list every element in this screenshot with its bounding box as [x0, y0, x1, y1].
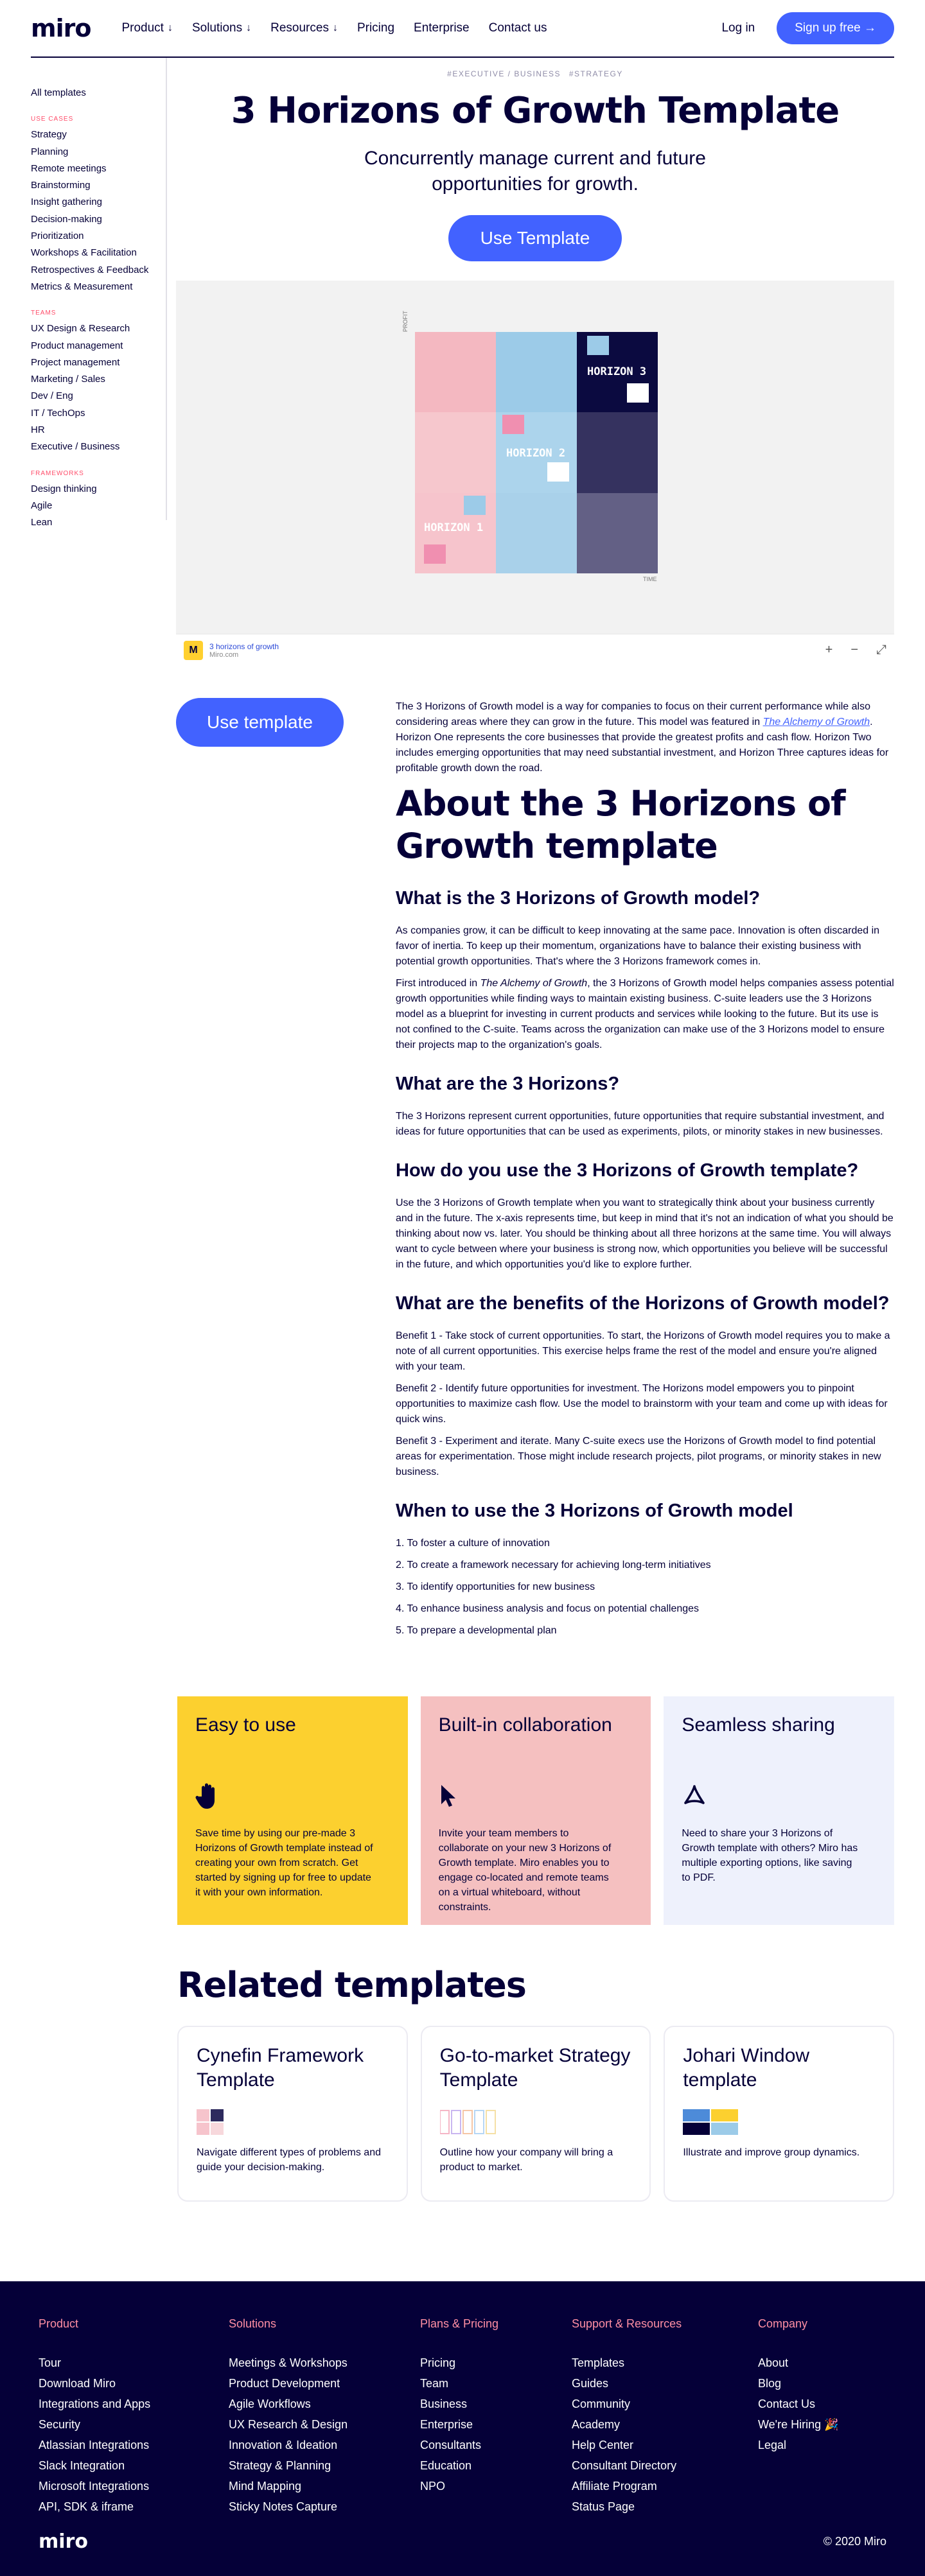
feature-title: Built-in collaboration [438, 1714, 612, 1736]
sticky-note [547, 462, 569, 482]
board-cell [577, 493, 658, 573]
nav-resources[interactable] [270, 21, 338, 35]
footer-link[interactable]: Microsoft Integrations [39, 2480, 150, 2493]
sidebar-item[interactable]: Design thinking [31, 483, 97, 494]
sidebar-item[interactable]: Workshops & Facilitation [31, 247, 137, 259]
sidebar-item[interactable]: Retrospectives & Feedback [31, 264, 149, 275]
horizons-board [415, 332, 658, 573]
sidebar-item[interactable]: Decision-making [31, 213, 102, 225]
section-heading: What are the 3 Horizons? [396, 1074, 620, 1094]
cursor-icon [439, 1782, 633, 1813]
footer-link[interactable]: Slack Integration [39, 2459, 125, 2472]
footer-col-pricing [420, 2317, 572, 2517]
footer-link[interactable]: Templates [572, 2356, 625, 2369]
related-card-johari[interactable] [664, 2026, 894, 2202]
list-item: 3. To identify opportunities for new business [396, 1581, 595, 1592]
chevron-down-icon: ↓ [246, 22, 252, 33]
article-sidebar [176, 698, 396, 1645]
sticky-note [502, 415, 524, 434]
horizon-3-label: HORIZON 3 [587, 365, 647, 378]
template-article [176, 698, 894, 1645]
use-template-button-secondary[interactable]: Use template [176, 698, 344, 747]
footer-link[interactable]: Meetings & Workshops [229, 2356, 348, 2369]
footer-link[interactable]: Business [420, 2398, 468, 2410]
zoom-tools [825, 643, 886, 657]
footer-link[interactable]: Agile Workflows [229, 2398, 311, 2410]
y-axis-label: PROFIT [402, 311, 409, 332]
section-heading: What are the benefits of the Horizons of Growth model? [396, 1293, 890, 1314]
nav-label: Solutions [191, 21, 243, 35]
sidebar-item[interactable]: HR [31, 424, 45, 436]
board-cell [415, 332, 496, 412]
nav-contact[interactable] [489, 21, 547, 35]
board-cell [496, 493, 577, 573]
tag-executive[interactable]: #EXECUTIVE / BUSINESS [447, 69, 561, 78]
go-to-market-thumbnail [440, 2109, 632, 2136]
footer-miro-logo[interactable]: miro [39, 2530, 88, 2553]
book-title: The Alchemy of Growth [480, 978, 588, 989]
cynefin-thumbnail [197, 2109, 389, 2136]
alchemy-link[interactable]: The Alchemy of Growth [762, 717, 870, 727]
zoom-in-icon[interactable]: + [825, 643, 833, 657]
sidebar-group-teams [31, 309, 166, 455]
sidebar-item-all-templates[interactable]: All templates [31, 87, 86, 98]
use-template-button[interactable]: Use Template [448, 215, 622, 261]
list-item: 4. To enhance business analysis and focus on potential challenges [396, 1603, 700, 1614]
feature-text: Need to share your 3 Horizons of Growth template with others? Miro has multiple exporting options, like saving to PDF. [682, 1828, 858, 1883]
nav-label: Contact us [488, 21, 547, 35]
footer-col-product [39, 2317, 229, 2517]
miro-logo[interactable]: miro [31, 14, 91, 42]
footer-link[interactable]: NPO [420, 2480, 446, 2493]
footer-col-support [572, 2317, 758, 2517]
sidebar-group-frameworks [31, 470, 166, 532]
page-layout [0, 58, 925, 1645]
footer-link[interactable]: Tour [39, 2356, 62, 2369]
share-icon [682, 1782, 876, 1813]
board-cell [577, 412, 658, 492]
sidebar-item[interactable]: Insight gathering [31, 196, 102, 208]
sidebar-heading: USE CASES [31, 116, 74, 123]
footer-link[interactable]: Mind Mapping [229, 2480, 302, 2493]
footer-col-solutions [229, 2317, 420, 2517]
sidebar-item[interactable]: UX Design & Research [31, 323, 130, 335]
sidebar-item[interactable]: Prioritization [31, 231, 84, 242]
footer-link[interactable]: Status Page [572, 2500, 635, 2513]
footer-link[interactable]: Download Miro [39, 2377, 116, 2390]
sidebar-heading: TEAMS [31, 309, 57, 317]
footer-link[interactable]: Community [572, 2398, 631, 2410]
section-heading: How do you use the 3 Horizons of Growth template? [396, 1160, 859, 1181]
main-content [167, 58, 894, 1645]
footer-link[interactable]: Consultant Directory [572, 2459, 677, 2472]
feature-card-sharing [664, 1696, 894, 1925]
section-heading: What is the 3 Horizons of Growth model? [396, 888, 761, 909]
template-tags [176, 69, 894, 78]
card-description: Outline how your company will bring a product to market. [439, 2147, 613, 2173]
feature-card-easy [177, 1696, 408, 1925]
board-cell [415, 493, 496, 573]
list-item: 1. To foster a culture of innovation [396, 1538, 550, 1549]
sticky-note [587, 336, 609, 355]
sidebar-item[interactable]: Dev / Eng [31, 390, 73, 402]
template-sidebar [31, 58, 167, 528]
section-heading: When to use the 3 Horizons of Growth model [396, 1501, 793, 1521]
feature-title: Easy to use [195, 1714, 296, 1736]
nav-pricing[interactable] [357, 21, 394, 35]
footer-link[interactable]: Strategy & Planning [229, 2459, 331, 2472]
footer-link[interactable]: Legal [758, 2439, 787, 2451]
nav-label: Resources [270, 21, 329, 35]
related-card-cynefin[interactable] [177, 2026, 408, 2202]
sidebar-heading: FRAMEWORKS [31, 469, 84, 477]
footer-link[interactable]: Innovation & Ideation [229, 2439, 338, 2451]
sidebar-item[interactable]: IT / TechOps [31, 407, 85, 419]
sidebar-item[interactable]: Lean [31, 517, 53, 528]
article-body [396, 698, 894, 1645]
board-preview[interactable] [176, 281, 894, 666]
fullscreen-icon[interactable]: ⤢ [876, 643, 886, 657]
sidebar-item[interactable]: Remote meetings [31, 162, 107, 174]
related-card-go-to-market[interactable] [421, 2026, 651, 2202]
footer-link[interactable]: Product Development [229, 2377, 340, 2390]
footer-link[interactable]: Academy [572, 2418, 621, 2431]
nav-enterprise[interactable] [414, 21, 470, 35]
list-item: 2. To create a framework necessary for achieving long-term initiatives [396, 1560, 711, 1571]
hero [176, 58, 894, 261]
johari-thumbnail [683, 2109, 875, 2136]
board-info [209, 642, 279, 659]
sidebar-group-use-cases [31, 116, 166, 295]
paragraph: Benefit 3 - Experiment and iterate. Many C-suite execs use the Horizons of Growth model to find potential areas for experimentation. Those might include research projects, pilot programs, or minority stakes in new business. [396, 1436, 881, 1477]
footer-bottom [39, 2530, 886, 2553]
site-footer [0, 2281, 925, 2576]
paragraph: The 3 Horizons represent current opportunities, future opportunities that require substantial investment, and ideas for future opportunities that can be used as experiments, pilots, or minority stakes in new businesses. [396, 1111, 885, 1137]
board-cell [496, 332, 577, 412]
footer-link[interactable]: Contact Us [758, 2398, 816, 2410]
footer-heading: Plans & Pricing [420, 2317, 499, 2330]
footer-columns [39, 2317, 886, 2517]
footer-link[interactable]: Education [420, 2459, 472, 2472]
chevron-down-icon: ↓ [167, 22, 173, 33]
sidebar-item[interactable]: Brainstorming [31, 180, 91, 191]
nav-label: Product [121, 21, 164, 35]
footer-col-company [758, 2317, 839, 2517]
footer-link[interactable]: Atlassian Integrations [39, 2439, 150, 2451]
footer-heading: Company [758, 2317, 808, 2330]
paragraph: As companies grow, it can be difficult to keep innovating at the same pace. Innovation is often discarded in favor of inertia. To keep up their momentum, organizations have to balance their existing business with potential growth opportunities. That's where the 3 Horizons framework comes in. [396, 925, 880, 967]
footer-link[interactable]: Affiliate Program [572, 2480, 657, 2493]
sticky-note [627, 383, 649, 403]
footer-link[interactable]: Enterprise [420, 2418, 473, 2431]
footer-link[interactable]: Pricing [420, 2356, 456, 2369]
sidebar-item[interactable]: Agile [31, 500, 53, 511]
feature-cards [177, 1696, 894, 1925]
feature-title: Seamless sharing [682, 1714, 835, 1736]
footer-link[interactable]: About [758, 2356, 789, 2369]
footer-heading: Product [39, 2317, 79, 2330]
related-templates-title: Related templates [177, 1965, 526, 2005]
board-cell [577, 332, 658, 412]
login-link[interactable]: Log in [721, 21, 755, 35]
sidebar-item[interactable]: Project management [31, 356, 120, 368]
sidebar-item[interactable]: Executive / Business [31, 441, 120, 453]
paragraph [396, 976, 894, 1053]
intro-text: The 3 Horizons of Growth model is a way for companies to focus on their current performance while also considering areas where they can grow in the future. This model was featured in [396, 701, 870, 727]
page-title: 3 Horizons of Growth Template [231, 90, 840, 132]
nav-product[interactable] [121, 21, 172, 35]
footer-heading: Support & Resources [572, 2317, 682, 2330]
board-site: Miro.com [209, 650, 239, 659]
text: First introduced in [396, 978, 480, 989]
intro-text: . Horizon One represents the core businesses that provide the greatest profits and cash flow. Horizon Two includes emerging opportunities that may need substantial investment, and Horizon Three captures ideas for profitable growth down the road. [396, 717, 889, 774]
site-header [31, 0, 894, 58]
sidebar-item[interactable]: Strategy [31, 129, 67, 141]
footer-link[interactable]: Sticky Notes Capture [229, 2500, 338, 2513]
horizon-2-label: HORIZON 2 [506, 447, 566, 460]
footer-link[interactable]: Consultants [420, 2439, 482, 2451]
card-description: Illustrate and improve group dynamics. [683, 2147, 860, 2158]
sticky-note [464, 496, 486, 515]
header-actions [721, 12, 894, 44]
board-cell [415, 412, 496, 492]
footer-link[interactable]: Guides [572, 2377, 609, 2390]
hand-icon [195, 1782, 390, 1813]
sidebar-item[interactable]: Planning [31, 146, 69, 157]
footer-link[interactable]: UX Research & Design [229, 2418, 348, 2431]
sidebar-item[interactable]: Marketing / Sales [31, 374, 105, 385]
paragraph: Benefit 2 - Identify future opportunities for investment. The Horizons model empowers you to pinpoint opportunities to maximize cash flow. Use the model to brainstorm with your team and come up with ideas for quick wins. [396, 1383, 888, 1425]
sidebar-item[interactable]: Product management [31, 340, 123, 351]
sticky-note [424, 544, 446, 564]
text: , the 3 Horizons of Growth model helps companies assess potential growth opportunities while finding ways to maintain existing business. C-suite leaders use the 3 Horizons model as a blueprint for investing in current products and services while looking to the future. But its use is not confined to the C-suite. Teams across the organization can make use of the 3 Horizons model to ensure their projects map to the organization's goals. [396, 978, 894, 1050]
preview-toolbar [176, 634, 894, 666]
copyright: © 2020 Miro [823, 2535, 886, 2548]
main-nav [121, 21, 547, 35]
footer-link[interactable]: Team [420, 2377, 449, 2390]
miro-board-icon: M [184, 641, 203, 660]
footer-link[interactable]: API, SDK & iframe [39, 2500, 134, 2513]
page-subtitle: Concurrently manage current and future opportunities for growth. [364, 148, 706, 195]
sidebar-item[interactable]: Metrics & Measurement [31, 281, 133, 292]
footer-link[interactable]: Help Center [572, 2439, 634, 2451]
article-intro [396, 699, 894, 776]
list-item: 5. To prepare a developmental plan [396, 1625, 557, 1636]
card-title: Go-to-market Strategy Template [439, 2045, 631, 2091]
footer-link[interactable]: Integrations and Apps [39, 2398, 151, 2410]
horizon-1-label: HORIZON 1 [424, 521, 484, 534]
x-axis-label: TIME [643, 576, 657, 582]
nav-solutions[interactable] [192, 21, 251, 35]
feature-card-collaboration [421, 1696, 651, 1925]
zoom-out-icon[interactable]: − [850, 643, 858, 657]
related-templates [177, 2026, 894, 2202]
tag-strategy[interactable]: #STRATEGY [568, 69, 623, 78]
board-canvas[interactable] [176, 281, 894, 634]
feature-text: Invite your team members to collaborate on your new 3 Horizons of Growth template. Miro enables you to engage co-located and remote teams on a virtual whiteboard, without constraints. [438, 1828, 612, 1913]
nav-label: Enterprise [414, 21, 470, 35]
footer-heading: Solutions [229, 2317, 277, 2330]
signup-button[interactable]: Sign up free → [777, 12, 894, 44]
board-cell [496, 412, 577, 492]
card-title: Cynefin Framework Template [197, 2045, 364, 2091]
board-name-link[interactable]: 3 horizons of growth [209, 641, 279, 651]
about-title: About the 3 Horizons of Growth template [396, 783, 845, 866]
card-title: Johari Window template [683, 2045, 810, 2091]
card-description: Navigate different types of problems and guide your decision-making. [197, 2147, 381, 2173]
chevron-down-icon: ↓ [332, 22, 338, 33]
feature-text: Save time by using our pre-made 3 Horizons of Growth template instead of creating your own from scratch. Get started by signing up for free to update it with your own information. [195, 1828, 373, 1898]
paragraph: Benefit 1 - Take stock of current opportunities. To start, the Horizons of Growth model requires you to make a note of all current opportunities. This exercise helps frame the rest of the model and ensure you're aligned with your team. [396, 1330, 890, 1372]
footer-link[interactable]: Security [39, 2418, 81, 2431]
nav-label: Pricing [357, 21, 395, 35]
footer-link[interactable]: We're Hiring 🎉 [758, 2418, 839, 2431]
footer-link[interactable]: Blog [758, 2377, 782, 2390]
paragraph: Use the 3 Horizons of Growth template when you want to strategically think about your business currently and in the future. The x-axis represents time, but keep in mind that it's not an indication of what you should be thinking about now vs. later. You should be thinking about all three horizons at the same time. You will always want to cycle between where your business is strong now, which opportunities you believe will be successful in the future, and which opportunities you'd like to explore further. [396, 1197, 894, 1270]
